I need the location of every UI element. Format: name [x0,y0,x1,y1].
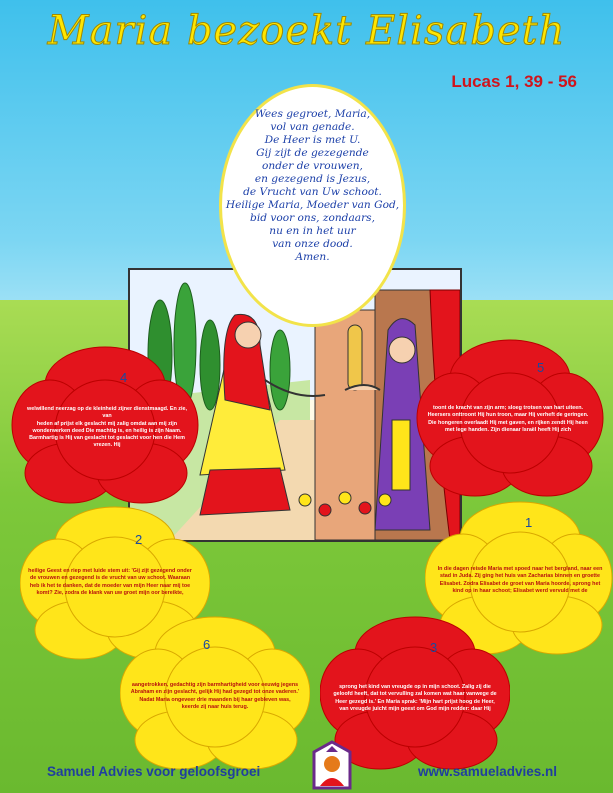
prayer-line: Wees gegroet, Maria, [254,108,371,120]
footer-website[interactable]: www.samueladvies.nl [417,764,557,779]
prayer-line: bid voor ons, zondaars, [250,212,375,224]
hail-mary-prayer [219,108,406,264]
flower-3-text: sprong het kind van vreugde op in mijn schoot. Zalig zij die geloofd heeft, dat tot vervulling zal komen wat haar vanwege de Heer gezegd is.' En Maria sprak: 'Mijn hart prijst hoog de Heer, van vreugde juicht mijn geest om God mijn redder: daar Hij [333,684,497,712]
flower-4-text: welwillend neerzag op de kleinheid zijner dienstmaagd. En zie, van heden af prijst elk geslacht mij zalig omdat aan mij zijn wonderwerken deed Die machtig is, en heilig is zijn Naam. Barmhartig is Hij van geslacht tot geslacht voor hen die Hem vrezen. Hij [27,406,187,449]
flower-6-text: aangetrokken, gedachtig zijn barmhartigheid voor eeuwig jegens Abraham en zijn geslacht, gelijk Hij had gezegd tot onze vaderen.' Nadat Maria ongeveer drie maanden bij haar gebleven was, keerde zij naar huis terug. [130,682,300,710]
prayer-line: De Heer is met U. [264,134,361,146]
prayer-line: onder de vrouwen, [262,160,363,172]
flower-1-text: In die dagen reisde Maria met spoed naar het bergland, naar een stad in Juda. Zij ging het huis van Zacharias binnen en groette Elisabet. Zodra Elisabet de groet van Maria hoorde, sprong het kind op in haar schoot; Elisabet werd vervuld met de [437,566,603,594]
prayer-line: Heilige Maria, Moeder van God, [225,199,400,211]
flower-2-text: heilige Geest en riep met luide stem uit: 'Gij zijt gezegend onder de vrouwen en gezegend is de vrucht van uw schoot. Waaraan heb ik het te danken, dat de moeder van mijn Heer naar mij toe komt? Zie, zodra de klank van uw groet mijn oor bereikte, [28,568,192,596]
flower-5-number: 5 [537,360,545,375]
flower-4-number: 4 [120,370,128,385]
samuel-advies-logo [310,740,354,790]
flower-3-number: 3 [430,640,438,655]
prayer-line: vol van genade. [270,121,355,133]
prayer-line: en gezegend is Jezus, [254,173,371,185]
flower-1-number: 1 [525,515,533,530]
prayer-line: de Vrucht van Uw schoot. [243,186,382,198]
prayer-line: van onze dood. [272,238,353,250]
flower-2-number: 2 [135,532,143,547]
page-title: Maria bezoekt Elisabeth [47,8,566,54]
scripture-reference: Lucas 1, 39 - 56 [451,72,577,91]
prayer-line: nu en in het uur [269,225,356,237]
flower-6-number: 6 [203,637,211,652]
prayer-line: Amen. [295,251,330,263]
footer-organization: Samuel Advies voor geloofsgroei [47,764,261,779]
flower-5-text: toont de kracht van zijn arm; sloeg trotsen van hart uiteen. Heersers onttroont Hij hun troon, maar Hij verheft de geringen. Die hongeren overlaadt Hij met gaven, en rijken zendt Hij heen met lege handen. Zijn dienaar Israël heeft Hij zich [427,405,589,433]
prayer-line: Gij zijt de gezegende [256,147,369,159]
